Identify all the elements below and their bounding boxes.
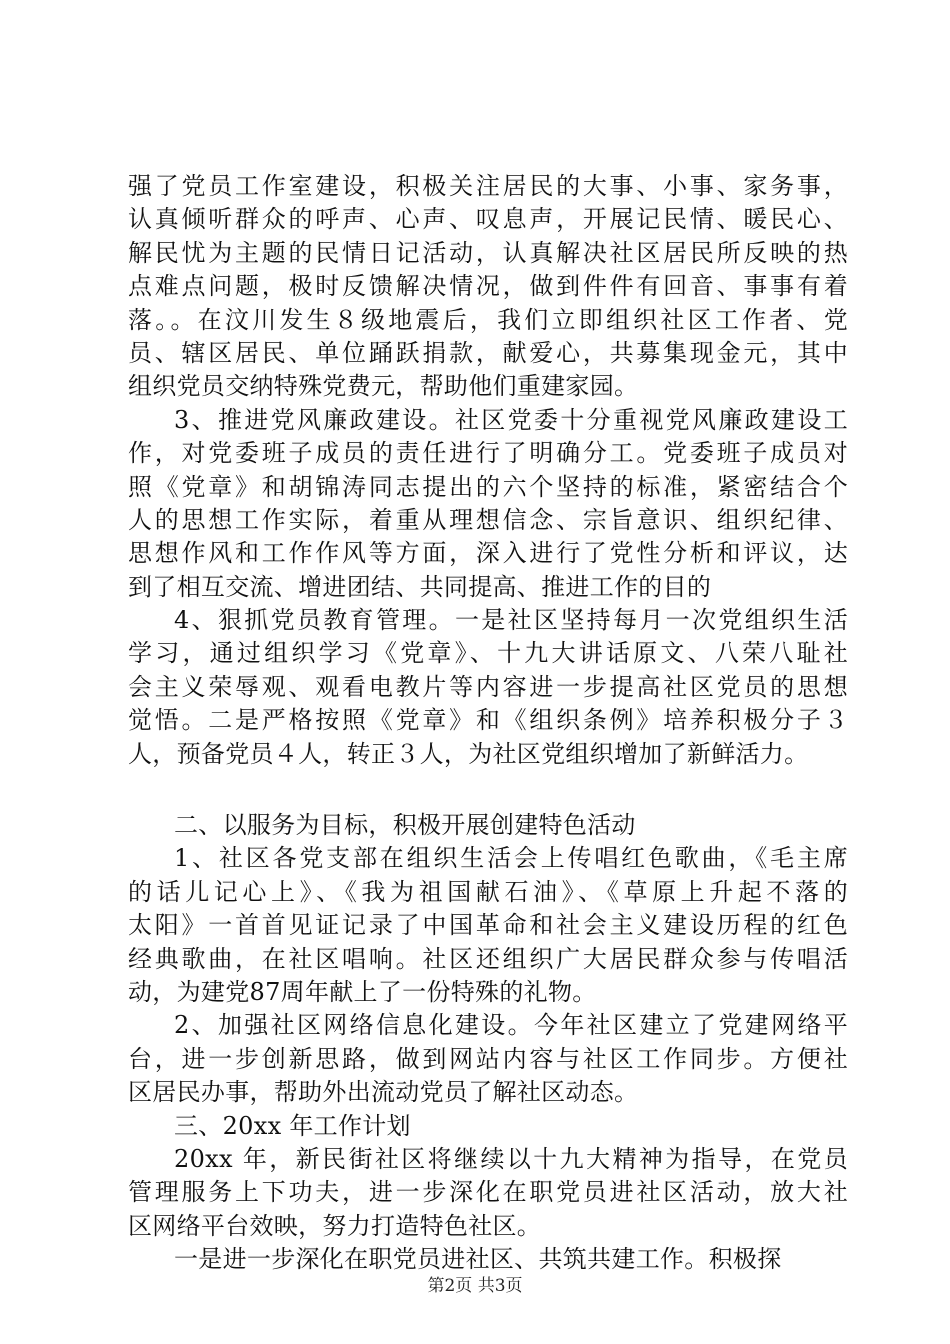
text-line: 的话儿记心上》、《我为祖国献石油》、《草原上升起不落的: [128, 877, 848, 906]
text-line: 觉悟。二是严格按照《党章》和《组织条例》培养积极分子３: [128, 706, 848, 735]
paragraph: [128, 809, 848, 842]
text-line: 一是进一步深化在职党员进社区、共筑共建工作。积极探: [174, 1245, 782, 1274]
document-body: [128, 170, 848, 1277]
text-line: 4、狠抓党员教育管理。一是社区坚持每月一次党组织生活: [174, 606, 848, 635]
text-line: 二、以服务为目标，积极开展创建特色活动: [174, 811, 636, 840]
text-line: 人的思想工作实际，着重从理想信念、宗旨意识、组织纪律、: [128, 505, 848, 534]
text-line: 员、辖区居民、单位踊跃捐款，献爱心，共募集现金元，其中: [128, 338, 848, 367]
text-line: 照《党章》和胡锦涛同志提出的六个坚持的标准，紧密结合个: [128, 472, 848, 501]
text-line: 台，进一步创新思路，做到网站内容与社区工作同步。方便社: [128, 1044, 848, 1073]
text-line: 2、加强社区网络信息化建设。今年社区建立了党建网络平: [174, 1011, 848, 1040]
text-line: 区居民办事，帮助外出流动党员了解社区动态。: [128, 1078, 639, 1107]
paragraph: [128, 1009, 848, 1109]
paragraph: [128, 1110, 848, 1143]
text-line: 组织党员交纳特殊党费元，帮助他们重建家园。: [128, 372, 639, 401]
text-line: 思想作风和工作作风等方面，深入进行了党性分析和评议，达: [128, 539, 848, 568]
text-line: 点难点问题，极时反馈解决情况，做到件件有回音、事事有着: [128, 272, 848, 301]
text-line: 管理服务上下功夫，进一步深化在职党员进社区活动，放大社: [128, 1178, 848, 1207]
text-line: 学习，通过组织学习《党章》、十九大讲话原文、八荣八耻社: [128, 639, 848, 668]
text-line: 经典歌曲，在社区唱响。社区还组织广大居民群众参与传唱活: [128, 944, 848, 973]
text-line: 区网络平台效映，努力打造特色社区。: [128, 1211, 542, 1240]
text-line: 解民忧为主题的民情日记活动，认真解决社区居民所反映的热: [128, 238, 848, 267]
paragraph: [128, 1143, 848, 1243]
paragraph: [128, 604, 848, 771]
text-line: 三、20xx 年工作计划: [174, 1111, 411, 1140]
paragraph-gap: [128, 771, 848, 809]
text-line: 3、推进党风廉政建设。社区党委十分重视党风廉政建设工: [174, 405, 848, 434]
paragraph: [128, 1243, 848, 1276]
text-line: 动，为建党87周年献上了一份特殊的礼物。: [128, 977, 597, 1006]
paragraph: [128, 404, 848, 604]
text-line: 会主义荣辱观、观看电教片等内容进一步提高社区党员的思想: [128, 672, 848, 701]
text-line: 20xx 年，新民街社区将继续以十九大精神为指导，在党员: [174, 1144, 848, 1173]
paragraph: [128, 170, 848, 404]
text-line: 人，预备党员４人，转正３人，为社区党组织增加了新鲜活力。: [128, 739, 809, 768]
text-line: 强了党员工作室建设，积极关注居民的大事、小事、家务事，: [128, 172, 848, 200]
paragraph: [128, 842, 848, 1009]
text-line: 1、社区各党支部在组织生活会上传唱红色歌曲，《毛主席: [174, 844, 848, 873]
text-line: 落。。在汶川发生８级地震后，我们立即组织社区工作者、党: [128, 305, 848, 334]
text-line: 认真倾听群众的呼声、心声、叹息声，开展记民情、暖民心、: [128, 205, 848, 234]
text-line: 作，对党委班子成员的责任进行了明确分工。党委班子成员对: [128, 439, 848, 468]
page-footer: 第2页 共3页: [427, 1276, 523, 1296]
text-line: 到了相互交流、增进团结、共同提高、推进工作的目的: [128, 572, 712, 601]
text-line: 太阳》一首首见证记录了中国革命和社会主义建设历程的红色: [128, 911, 848, 940]
